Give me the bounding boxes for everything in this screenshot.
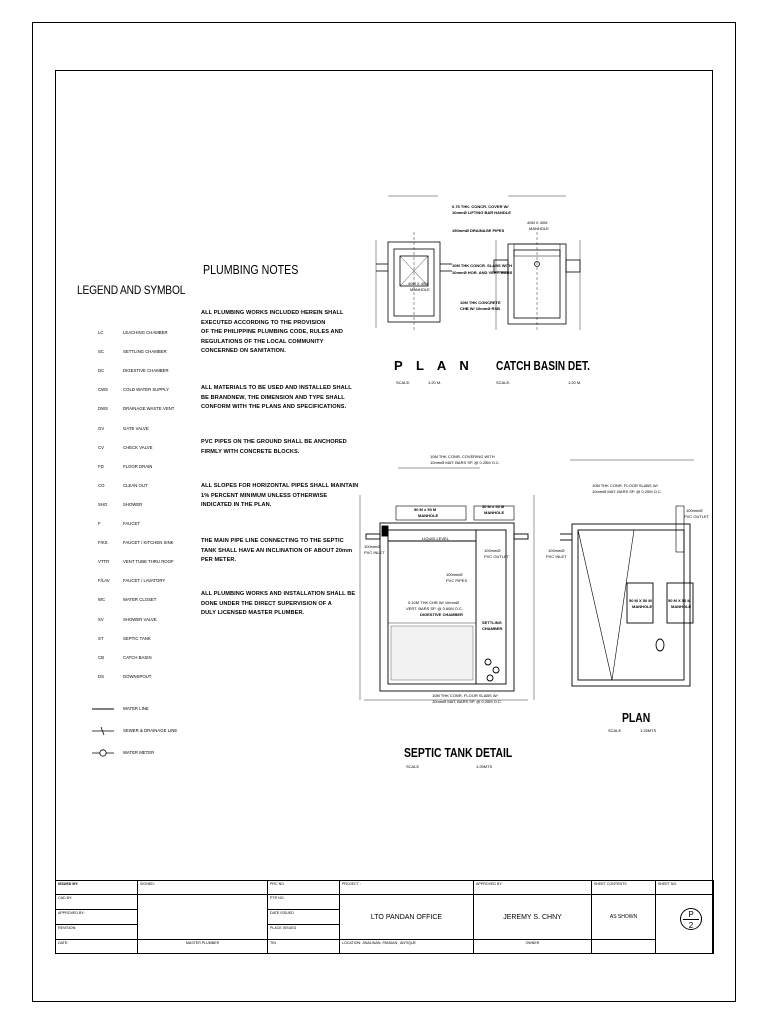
st-manhole1-a: 50 M x 50 M (414, 507, 437, 512)
tb-sheet-contents: SHEET CONTENTS (592, 881, 656, 895)
legend-desc: CLEAN OUT (123, 482, 148, 488)
legend-code: F/LAV (98, 578, 110, 584)
tb-date: DATE: (56, 940, 138, 954)
legend-code: CWS (98, 387, 109, 393)
note-line: FIRMLY WITH CONCRETE BLOCKS. (201, 448, 300, 455)
tp-outlet-a: 100mmØ (686, 508, 703, 513)
cb-det-scale-label: SCALE: (496, 380, 511, 385)
note-line: INDICATED IN THE PLAN. (201, 502, 272, 508)
cb-callout: 10mmØ HOR. AND VERT. BARS (452, 270, 513, 275)
tb-location: LOCATION: JINALINAN, PANDAN , ANTIQUE (340, 940, 474, 954)
tb-signed: SIGNED: (138, 881, 268, 895)
st-manhole1-b: MANHOLE (418, 513, 439, 518)
st-pipes-b: PVC PIPES (446, 578, 468, 583)
legend-desc: SHOWER VALVE (123, 616, 157, 622)
st-settling-a: SETTLING (482, 620, 502, 625)
legend-code: GV (98, 425, 105, 431)
st-floor-a: 10M THK CONR. FLOOR SLABS W/ (432, 693, 498, 698)
notes-title: PLUMBING NOTES (203, 262, 299, 277)
sheet-number-badge (680, 908, 702, 930)
st-callout-2: 10mmØ MAT. BARS SP. @ 0.25M O.C. (430, 460, 500, 465)
legend-code: WC (98, 597, 106, 603)
tb-tin: TIN (268, 940, 340, 954)
tb-approved-label: APPROVED BY: (474, 881, 592, 895)
tb-issued-by: ISSUED BY: (56, 881, 138, 895)
tb-sheet-no: SHEET NO. (656, 881, 714, 895)
tp-inlet-b: PVC INLET (546, 554, 567, 559)
note-line: CONCERNED ON SANITATION. (201, 348, 286, 354)
st-scale: 1:25MTS (476, 764, 493, 769)
cb-plan-manhole-1: 40M X 40M (408, 281, 429, 286)
legend-code: DS (98, 673, 104, 679)
legend-code: CV (98, 444, 104, 450)
legend-code: ST (98, 635, 104, 641)
legend-desc: SEPTIC TANK (123, 635, 151, 641)
legend-desc: LEACHING CHAMBER (123, 330, 168, 335)
st-manhole2-a: 50 M x 50 M (482, 504, 505, 509)
septic-tank-section (360, 468, 534, 700)
note-line: EXECUTED ACCORDING TO THE PROVISION (201, 319, 326, 326)
legend-symbol-label: WATER LINE (123, 706, 149, 711)
cb-callout: 10M THK CONCR. SLABS WITH (452, 263, 512, 268)
st-floor-b: 10mmØ MAT. BARS SP. @ 0.20M O.C. (432, 699, 502, 704)
tb-approved-by: APPROVED BY: (56, 910, 138, 925)
legend-code: F/KS (98, 540, 108, 546)
legend-desc: CATCH BASIN (123, 654, 152, 660)
tb-revision: REVISION: (56, 925, 138, 940)
tp-outlet-b: PVC OUTLET (684, 514, 710, 519)
cb-callout: 150mmØ DRAINAGE PIPES (452, 228, 505, 233)
st-wall-b: VERT. BARS SP. @ 0.60M O.C. (406, 606, 464, 611)
legend-code: SV (98, 616, 104, 622)
legend-desc: FAUCET / KITCHEN SINK (123, 540, 174, 546)
tb-prc: PRC NO. (268, 881, 340, 895)
note-line: CONFORM WITH THE PLANS AND SPECIFICATIONS. (201, 404, 347, 410)
tb-ptr: PTR NO. (268, 895, 340, 910)
st-outlet-a: 100mmØ (484, 548, 501, 553)
cb-plan-scale-label: SCALE: (396, 380, 411, 385)
note-line: DONE UNDER THE DIRECT SUPERVISION OF A (201, 600, 332, 607)
cb-plan-title: P L A N (394, 358, 474, 373)
cb-callout: 10M THK CONCRETE (460, 300, 501, 305)
legend-code: LC (98, 330, 104, 335)
tb-master-plumber: MASTER PLUMBER (138, 940, 268, 954)
tp-callout-2: 10mmØ MAT. BARS SP. @ 0.20M O.C. (592, 489, 662, 494)
tp-manhole1-a: 50 M X 50 M (629, 598, 652, 603)
tb-project: LTO PANDAN OFFICE (340, 895, 474, 940)
legend-code: DWS (98, 406, 109, 412)
st-digestive: DIGESTIVE CHAMBER (420, 612, 463, 617)
legend-desc: FAUCET / LAVATORY (123, 578, 166, 584)
note-line: DULY LICENSED MASTER PLUMBER. (201, 610, 305, 616)
legend-symbol-label: WATER METER (123, 750, 155, 755)
tb-project-label: PROJECT : (340, 881, 474, 895)
tp-scale-label: SCALE (608, 728, 622, 733)
note-line: PER METER. (201, 557, 237, 563)
tp-callout-1: 10M THK CONR. FLOOR SLABS W/ (592, 483, 658, 488)
tp-inlet-a: 100mmØ (548, 548, 565, 553)
legend-desc: CHECK VALVE (123, 444, 153, 450)
sewer-line-symbol (92, 727, 114, 735)
note-line: REGULATIONS OF THE LOCAL COMMUNITY (201, 338, 324, 345)
legend-symbol-label: SEWER & DRAINAGE LINE (123, 728, 178, 733)
st-settling-b: CHAMBER (482, 626, 503, 631)
cb-det-manhole-1: 40M X 40M (527, 220, 548, 225)
legend-code: SC (98, 349, 104, 355)
st-inlet-b: PVC INLET (364, 550, 385, 555)
cb-callout: 0.75 THK. CONCR. COVER W/ (452, 204, 509, 209)
legend-desc: VENT TUBE THRU ROOF (123, 559, 174, 565)
title-block (55, 880, 713, 954)
st-outlet-b: PVC OUTLET (484, 554, 510, 559)
st-title: SEPTIC TANK DETAIL (404, 745, 513, 760)
legend-code: CO (98, 482, 105, 488)
note-line: PVC PIPES ON THE GROUND SHALL BE ANCHORED (201, 439, 347, 445)
legend-code: FD (98, 463, 104, 469)
st-manhole2-b: MANHOLE (484, 510, 505, 515)
st-liquid: LIQUID LEVEL (422, 536, 449, 541)
st-callout-1: 10M THK CONR. COVERING WITH (430, 454, 495, 459)
note-line: ALL SLOPES FOR HORIZONTAL PIPES SHALL MAINTAIN (201, 483, 359, 489)
note-line: 1% PERCENT MINIMUM UNLESS OTHERWISE (201, 492, 328, 499)
cb-plan-manhole-2: MANHOLE (410, 287, 430, 292)
note-line: BE BRANDNEW, THE DIMENSION AND TYPE SHALL (201, 394, 345, 401)
tp-manhole2-b: MANHOLE (671, 604, 692, 609)
sheet-num: 2 (688, 921, 694, 930)
tb-approved: JEREMY S. CHNY (474, 895, 592, 940)
note-line: OF THE PHILIPPINE PLUMBING CODE, RULES AND (201, 329, 343, 335)
note-line: ALL PLUMBING WORKS INCLUDED HEREIN SHALL (201, 310, 344, 316)
legend-code: CB (98, 654, 104, 660)
st-pipes-a: 100mmØ (446, 572, 463, 577)
legend-code: DC (98, 368, 105, 374)
tp-manhole2-a: 50 M X 50 M (668, 598, 691, 603)
tb-as-shown: AS SHOWN (592, 895, 656, 940)
legend-desc: SETTLING CHAMBER (123, 349, 167, 355)
legend-desc: WATER CLOSET (123, 597, 157, 603)
legend-desc: SHOWER (123, 501, 143, 507)
tb-date-issued: DATE ISSUED (268, 910, 340, 925)
st-wall-a: 0.10M THK CHB W/ 10mmØ (408, 600, 460, 605)
legend-desc: DOWNSPOUT (123, 673, 152, 679)
legend-desc: GATE VALVE (123, 425, 149, 431)
legend-code: VTTR (98, 559, 110, 565)
st-scale-label: SCALE (406, 764, 420, 769)
tp-manhole1-b: MANHOLE (632, 604, 653, 609)
note-line: ALL MATERIALS TO BE USED AND INSTALLED SHALL (201, 385, 352, 391)
legend-title: LEGEND AND SYMBOL (77, 283, 186, 297)
legend-desc: DIGESTIVE CHAMBER (123, 368, 169, 374)
cb-det-title: CATCH BASIN DET. (496, 358, 590, 373)
note-line: THE MAIN PIPE LINE CONNECTING TO THE SEPTIC (201, 538, 344, 544)
note-line: TANK SHALL HAVE AN INCLINATION OF ABOUT 20mm (201, 547, 353, 554)
cb-callout: 10mmØ LIFTING BAR HANDLE (452, 210, 511, 215)
legend-desc: FAUCET (123, 521, 140, 526)
legend-desc: FLOOR DRAIN (123, 463, 153, 469)
water-meter-symbol (92, 750, 114, 756)
tb-owner: OWNER (474, 940, 592, 954)
st-inlet-a: 100mmØ (364, 544, 381, 549)
tb-place-issued: PLACE ISSUED (268, 925, 340, 940)
tp-scale: 1:25MTS (640, 728, 657, 733)
cb-det-manhole-2: MANHOLE (529, 226, 549, 231)
tp-title: PLAN (622, 710, 651, 725)
legend-code: F (98, 521, 101, 526)
cb-det-scale: 1:20 M. (568, 380, 582, 385)
sheet-letter: P (688, 910, 694, 919)
catch-basin-plan (376, 196, 452, 330)
legend-desc: DRAINAGE WASTE VENT (123, 406, 175, 412)
legend-code: SHO (98, 501, 108, 507)
cb-callout: CHB W/ 10mmØ RSB (460, 306, 501, 311)
note-line: ALL PLUMBING WORKS AND INSTALLATION SHALL BE (201, 591, 356, 597)
cb-plan-scale: 1:20 M. (428, 380, 442, 385)
legend-desc: COLD WATER SUPPLY (123, 387, 169, 393)
tb-cad-by: CAD BY: (56, 895, 138, 910)
